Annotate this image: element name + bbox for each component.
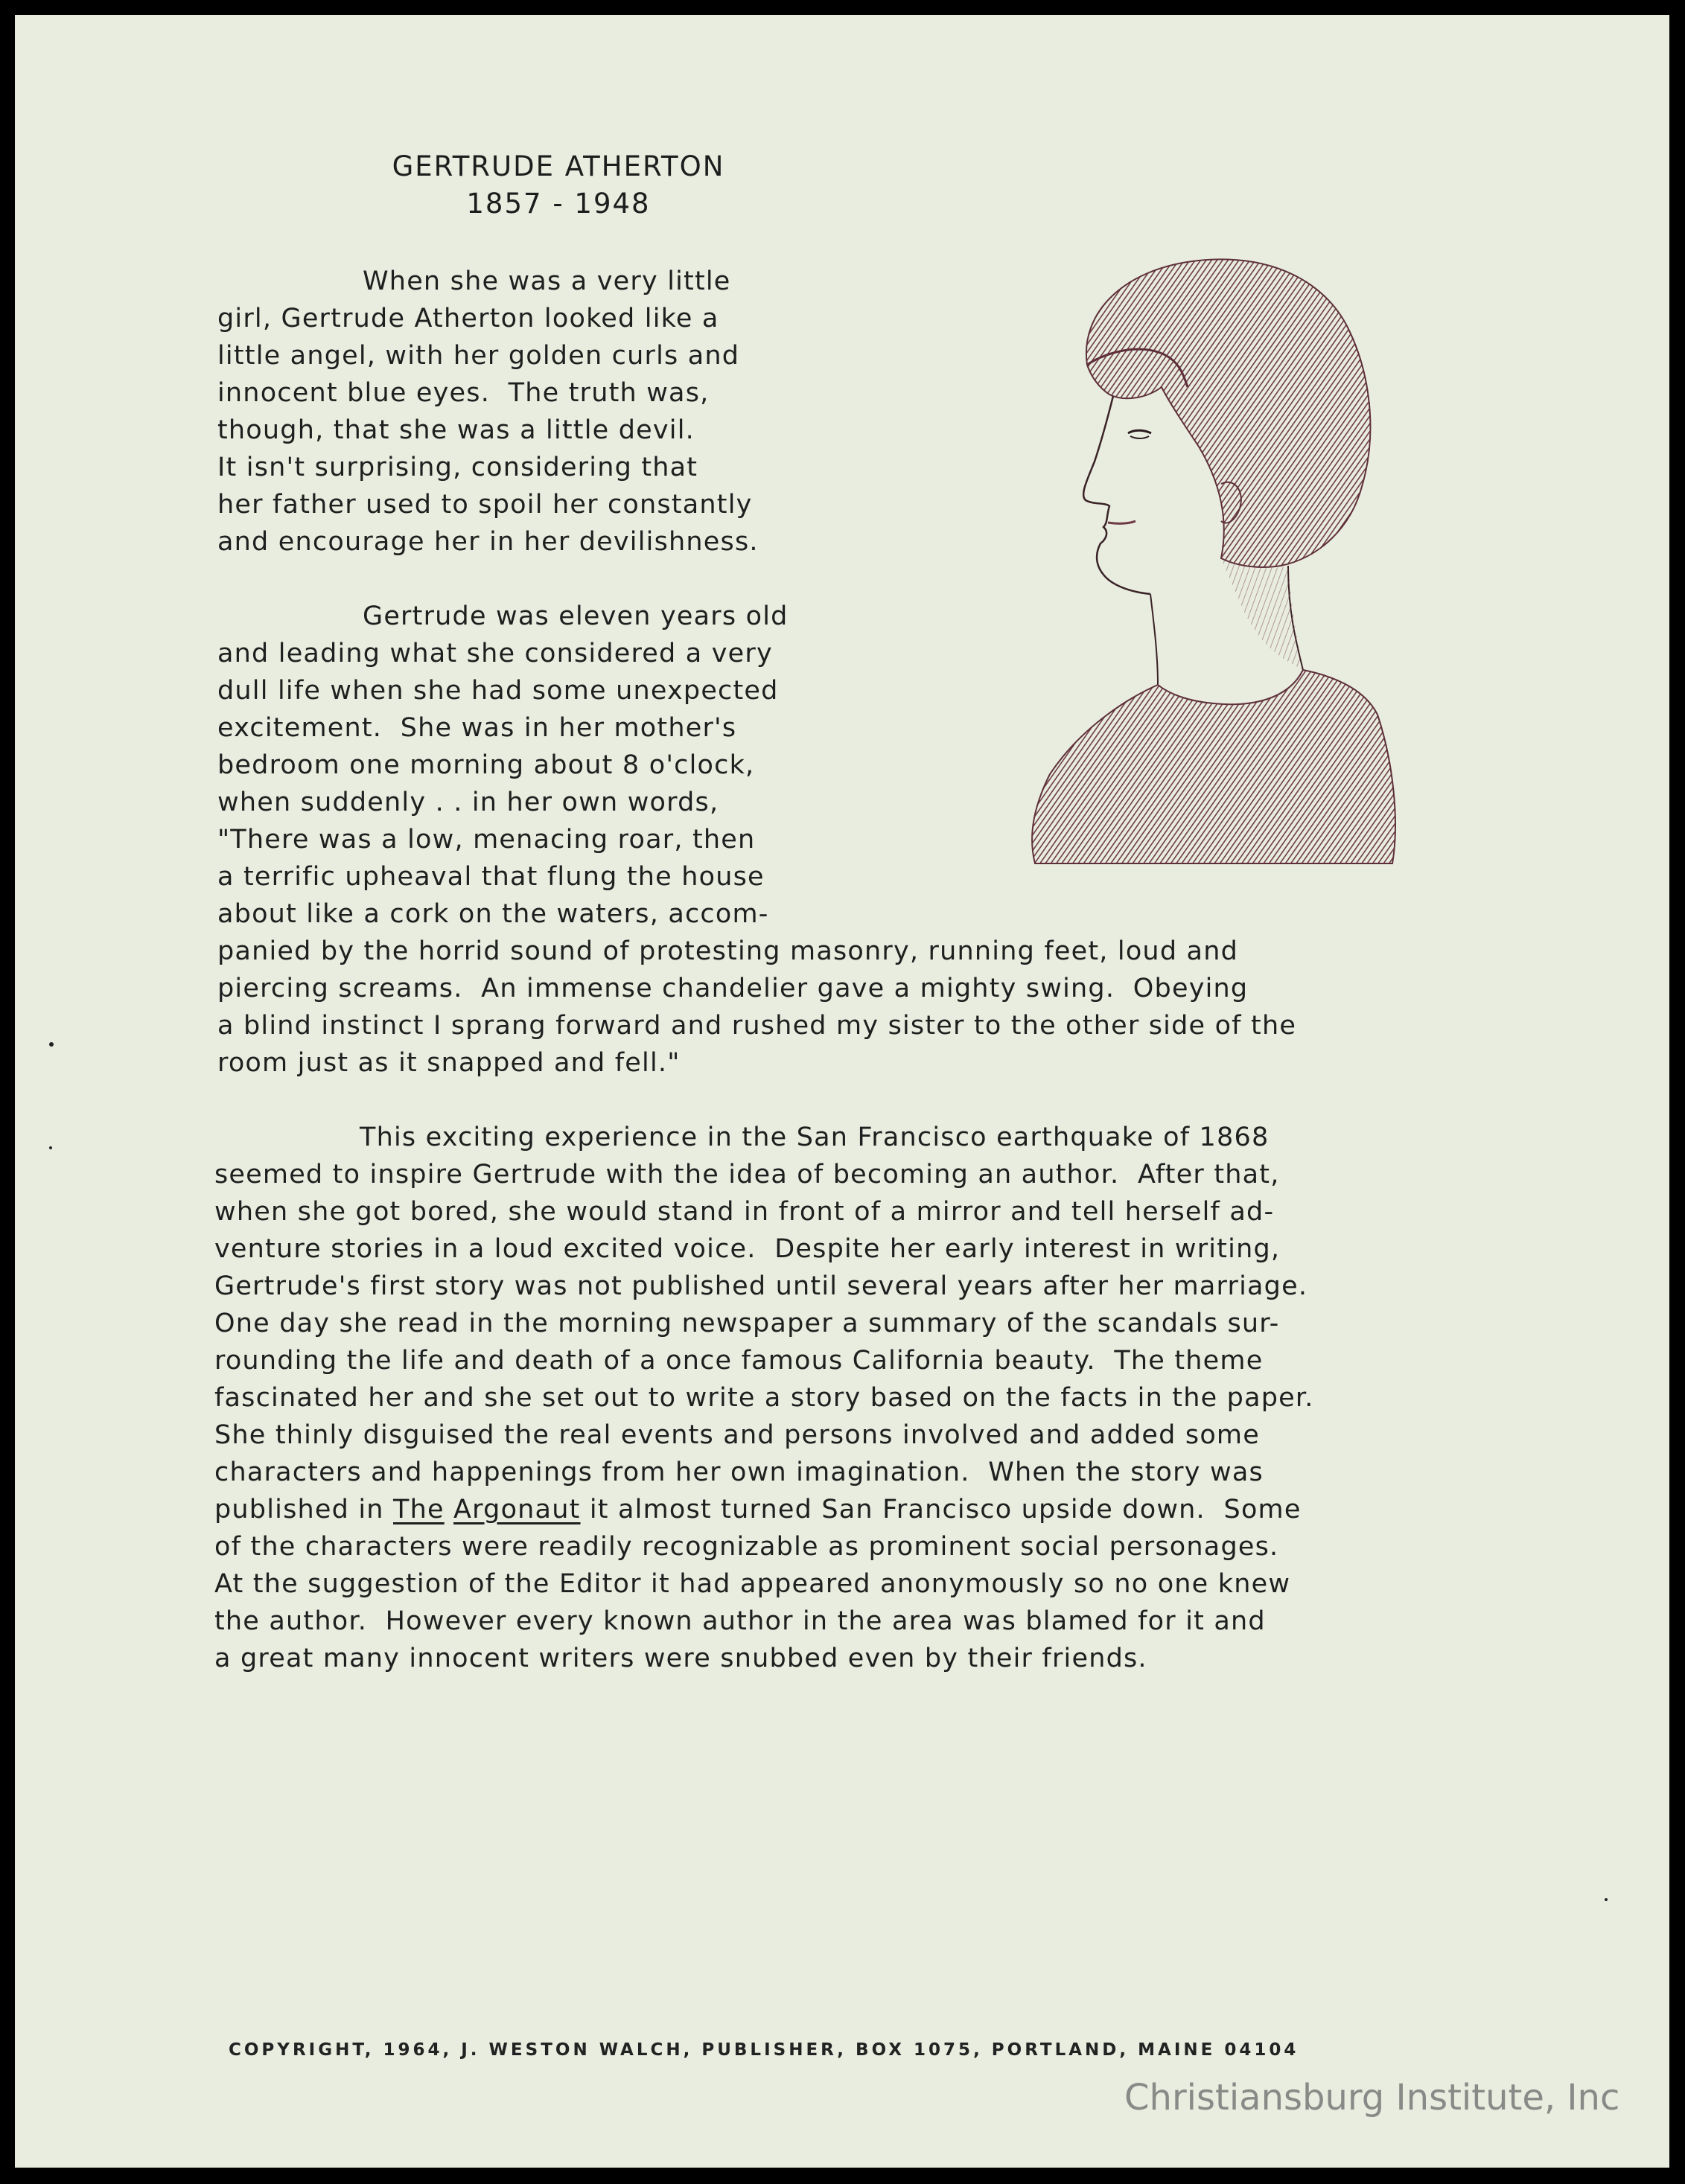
text-line: piercing screams. An immense chandelier gave a mighty swing. Obeying: [217, 974, 1249, 1003]
paper-speck: [49, 1042, 54, 1047]
text-line: At the suggestion of the Editor it had appeared anonymously so no one knew: [214, 1569, 1291, 1599]
text-line: rounding the life and death of a once famous California beauty. The theme: [214, 1346, 1264, 1376]
text-line: little angel, with her golden curls and: [217, 341, 740, 371]
text-line: It isn't surprising, considering that: [217, 453, 698, 482]
text-line: seemed to inspire Gertrude with the idea of becoming an author. After that,: [214, 1160, 1280, 1190]
text-line: One day she read in the morning newspaper a summary of the scandals sur-: [214, 1309, 1280, 1338]
text-line: fascinated her and she set out to write a story based on the facts in the paper.: [214, 1383, 1314, 1413]
paper-speck: [1605, 1898, 1608, 1901]
text-line: the author. However every known author in the area was blamed for it and: [214, 1606, 1266, 1636]
publication-title: The: [393, 1495, 445, 1524]
text-line: and encourage her in her devilishness.: [217, 527, 759, 557]
text-line: when she got bored, she would stand in front of a mirror and tell herself ad-: [214, 1197, 1275, 1227]
subject-dates: 1857 - 1948: [466, 188, 651, 220]
text-line: panied by the horrid sound of protesting masonry, running feet, loud and: [217, 936, 1239, 966]
text-line: When she was a very little: [363, 266, 731, 296]
text-line: girl, Gertrude Atherton looked like a: [217, 304, 719, 333]
text-line: a terrific upheaval that flung the house: [217, 862, 765, 892]
text-line: Gertrude's first story was not published until several years after her marriage.: [214, 1271, 1308, 1301]
text-line: a great many innocent writers were snubbed even by their friends.: [214, 1644, 1147, 1673]
text-line: This exciting experience in the San Francisco earthquake of 1868: [360, 1123, 1270, 1152]
text-line: characters and happenings from her own imagination. When the story was: [214, 1457, 1264, 1487]
document-page: [15, 15, 1669, 2168]
text-line: She thinly disguised the real events and persons involved and added some: [214, 1420, 1260, 1450]
publication-title: Argonaut: [453, 1495, 581, 1524]
text-line: "There was a low, menacing roar, then: [217, 825, 756, 855]
text-line: a blind instinct I sprang forward and rushed my sister to the other side of the: [217, 1011, 1297, 1041]
text-line: excitement. She was in her mother's: [217, 713, 737, 743]
text-segment: it almost turned San Francisco upside down. Some: [580, 1495, 1302, 1524]
paper-speck: [49, 1146, 52, 1149]
text-line: Gertrude was eleven years old: [363, 601, 789, 631]
text-line: dull life when she had some unexpected: [217, 676, 779, 706]
text-line: of the characters were readily recognizable as prominent social personages.: [214, 1532, 1279, 1562]
text-line: and leading what she considered a very: [217, 639, 773, 668]
text-line: venture stories in a loud excited voice. Despite her early interest in writing,: [214, 1234, 1281, 1264]
text-line: when suddenly . . in her own words,: [217, 788, 719, 817]
text-line: about like a cork on the waters, accom-: [217, 899, 769, 929]
watermark: Christiansburg Institute, Inc: [1124, 2077, 1620, 2118]
text-line: innocent blue eyes. The truth was,: [217, 378, 710, 408]
text-line: bedroom one morning about 8 o'clock,: [217, 750, 755, 780]
text-line: room just as it snapped and fell.": [217, 1048, 681, 1078]
subject-name: GERTRUDE ATHERTON: [392, 150, 725, 182]
text-line: her father used to spoil her constantly: [217, 490, 753, 520]
text-line: though, that she was a little devil.: [217, 415, 695, 445]
text-segment: published in: [214, 1495, 393, 1524]
copyright-notice: COPYRIGHT, 1964, J. WESTON WALCH, PUBLISHER, BOX 1075, PORTLAND, MAINE 04104: [229, 2040, 1299, 2060]
text-line-publication: [214, 1495, 1302, 1524]
portrait-sketch-icon: [975, 238, 1407, 886]
